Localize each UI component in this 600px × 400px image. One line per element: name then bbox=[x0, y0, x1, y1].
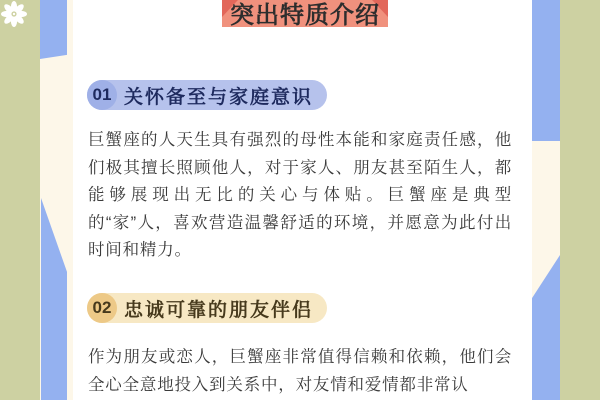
right-green-stripe bbox=[560, 0, 600, 400]
section-1-number-badge: 01 bbox=[87, 80, 117, 110]
section-1-heading-pill bbox=[87, 80, 327, 110]
section-1-paragraph: 巨蟹座的人天生具有强烈的母性本能和家庭责任感，他们极其擅长照顾他人，对于家人、朋友甚至陌生人，都能够展现出无比的关心与体贴。巨蟹座是典型的“家”人，喜欢营造温馨舒适的环境，并愿意为此付出时间和精力。 bbox=[88, 131, 512, 259]
section-2-heading-pill bbox=[87, 293, 327, 323]
blue-accent-top-right bbox=[532, 0, 560, 141]
daisy-flower-icon bbox=[1, 1, 27, 27]
section-2-heading: 忠诚可靠的朋友伴侣 bbox=[124, 299, 314, 321]
section-1-heading: 关怀备至与家庭意识 bbox=[124, 86, 314, 108]
section-2-paragraph: 作为朋友或恋人，巨蟹座非常值得信赖和依赖，他们会全心全意地投入到关系中，对友情和爱情都非常认 bbox=[88, 348, 512, 394]
page-title: 突出特质介绍 bbox=[230, 2, 380, 29]
ribbon-banner bbox=[222, 0, 388, 27]
blue-accent-top-left bbox=[40, 0, 67, 59]
section-2-number-badge: 02 bbox=[87, 293, 117, 323]
left-green-stripe bbox=[0, 0, 40, 400]
